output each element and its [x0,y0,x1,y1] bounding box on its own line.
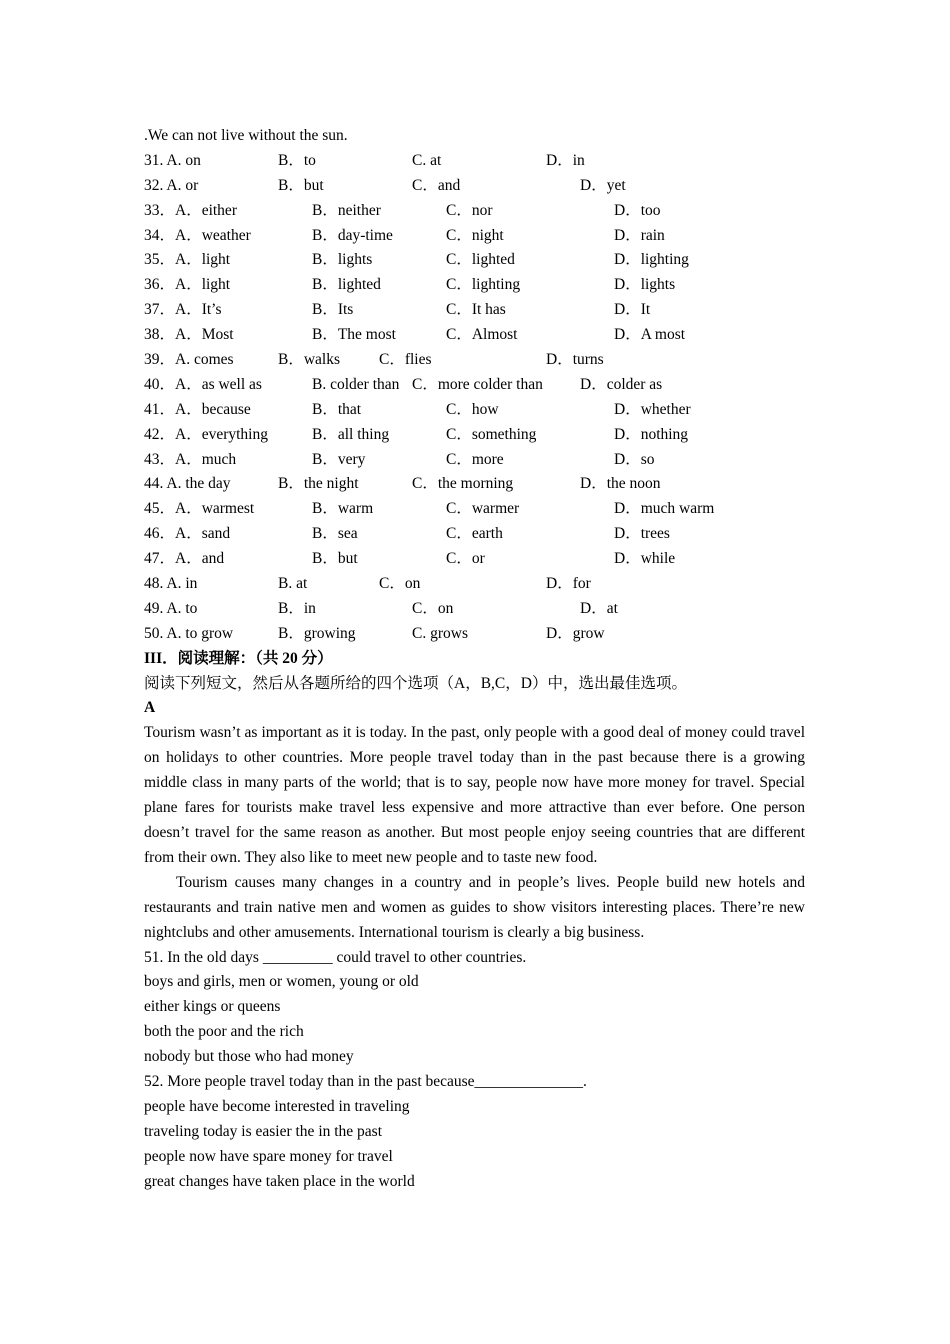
option-c: C．Almost [446,326,518,344]
option-d: D．at [580,599,618,617]
question-number-option-a: 37．A．It’s [144,301,222,319]
question-52-option: people now have spare money for travel [144,1147,393,1165]
question-52-stem: 52. More people travel today than in the past because______________. [144,1072,587,1090]
question-row [144,248,805,273]
option-d: D．in [546,151,585,169]
option-c: C．on [379,575,421,593]
option-b: B. at [278,575,308,593]
option-b: B．neither [312,201,381,219]
question-number-option-a: 46．A．sand [144,525,231,543]
option-d: D．rain [614,226,665,244]
option-d: D．too [614,201,661,219]
question-row [144,149,805,174]
option-b: B．to [278,151,316,169]
question-number-option-a: 42．A．everything [144,425,268,443]
passage-label: A [144,699,156,717]
question-52-option: great changes have taken place in the world [144,1172,415,1190]
question-row [144,448,805,473]
question-number-option-a: 41．A．because [144,400,251,418]
question-number-option-a: 38．A．Most [144,326,234,344]
option-d: D．so [614,450,655,468]
option-c: C．more colder than [412,375,543,393]
option-c: C．or [446,550,485,568]
option-b: B．sea [312,525,358,543]
option-b: B．day-time [312,226,393,244]
question-number-option-a: 44. A. the day [144,475,231,493]
option-b: B．Its [312,301,354,319]
passage-paragraph-2: Tourism causes many changes in a country and in people’s lives. People build new hotels and restaurants and train native men and women as guides to show visitors interesting places. There’re new nightclubs and other amusements. International tourism is clearly a big business. [144,873,805,941]
question-51-stem: 51. In the old days _________ could travel to other countries. [144,948,527,966]
option-d: D．yet [580,176,626,194]
option-d: D．whether [614,400,691,418]
question-number-option-a: 36．A．light [144,276,231,294]
question-number-option-a: 32. A. or [144,176,199,194]
question-row [144,348,805,373]
question-row [144,572,805,597]
option-c: C．flies [379,351,432,369]
option-d: D．for [546,575,591,593]
question-row [144,373,805,398]
question-number-option-a: 45．A．warmest [144,500,255,518]
option-b: B．in [278,599,316,617]
section-heading: III．阅读理解：（共 20 分） [144,649,333,667]
option-c: C．more [446,450,504,468]
question-number-option-a: 35．A．light [144,251,231,269]
passage-paragraph-1: Tourism wasn’t as important as it is today. In the past, only people with a good deal of money could travel on holidays to other countries. More people travel today than in the past because there is a growing middle class in many parts of the world; that is to say, people now have more money for travel. Special plane fares for tourists make travel less expensive and more attractive than ever before. One person doesn’t travel for the same reason as another. But most people enjoy seeing countries that are different from their own. They also like to meet new people and to taste new food. [144,724,805,866]
option-b: B．all thing [312,425,390,443]
option-d: D．colder as [580,375,663,393]
question-number-option-a: 34．A．weather [144,226,251,244]
question-number-option-a: 49. A. to [144,599,198,617]
document-page [144,124,805,1194]
question-number-option-a: 39．A. comes [144,351,234,369]
option-d: D．nothing [614,425,689,443]
option-d: D．trees [614,525,670,543]
question-row [144,472,805,497]
question-row [144,398,805,423]
question-52-option: traveling today is easier the in the past [144,1122,383,1140]
option-b: B．but [312,550,358,568]
option-c: C．earth [446,525,503,543]
question-number-option-a: 43．A．much [144,450,237,468]
cloze-questions [144,149,805,647]
option-d: D．lights [614,276,676,294]
question-number-option-a: 50. A. to grow [144,624,234,642]
question-number-option-a: 47．A．and [144,550,225,568]
question-51-option: nobody but those who had money [144,1048,354,1066]
option-d: D．It [614,301,651,319]
option-b: B．growing [278,624,356,642]
question-row [144,174,805,199]
option-b: B．The most [312,326,396,344]
question-row [144,323,805,348]
option-d: D．turns [546,351,604,369]
option-d: D．grow [546,624,605,642]
question-51-option: boys and girls, men or women, young or old [144,973,419,991]
question-row [144,597,805,622]
option-c: C．It has [446,301,506,319]
question-row [144,224,805,249]
option-b: B．but [278,176,324,194]
option-d: D．lighting [614,251,689,269]
option-b: B. colder than [312,375,400,393]
option-d: D．the noon [580,475,661,493]
option-c: C．lighted [446,251,515,269]
option-c: C．how [446,400,499,418]
question-number-option-a: 33．A．either [144,201,237,219]
option-b: B．very [312,450,366,468]
question-number-option-a: 40．A．as well as [144,375,262,393]
option-c: C．night [446,226,504,244]
option-d: D．much warm [614,500,715,518]
question-row [144,423,805,448]
question-row [144,273,805,298]
question-row [144,497,805,522]
question-number-option-a: 48. A. in [144,575,198,593]
question-51-option: both the poor and the rich [144,1023,304,1041]
option-b: B．lights [312,251,373,269]
question-row [144,547,805,572]
option-b: B．warm [312,500,374,518]
question-row [144,199,805,224]
option-c: C．warmer [446,500,520,518]
intro-line: .We can not live without the sun. [144,127,348,144]
option-c: C. grows [412,624,468,642]
option-c: C．nor [446,201,493,219]
question-row [144,298,805,323]
option-b: B．that [312,400,362,418]
option-d: D．while [614,550,676,568]
option-c: C．something [446,425,537,443]
option-d: D．A most [614,326,686,344]
question-row [144,622,805,647]
option-b: B．the night [278,475,359,493]
question-number-option-a: 31. A. on [144,151,201,169]
option-c: C．on [412,599,454,617]
option-c: C．lighting [446,276,521,294]
option-b: B．lighted [312,276,381,294]
question-51-option: either kings or queens [144,998,281,1016]
question-52-option: people have become interested in traveling [144,1097,410,1115]
option-c: C. at [412,151,442,169]
option-c: C．and [412,176,461,194]
question-row [144,522,805,547]
section-instruction: 阅读下列短文，然后从各题所给的四个选项（A，B,C，D）中，选出最佳选项。 [144,674,687,692]
option-b: B．walks [278,351,341,369]
option-c: C．the morning [412,475,514,493]
